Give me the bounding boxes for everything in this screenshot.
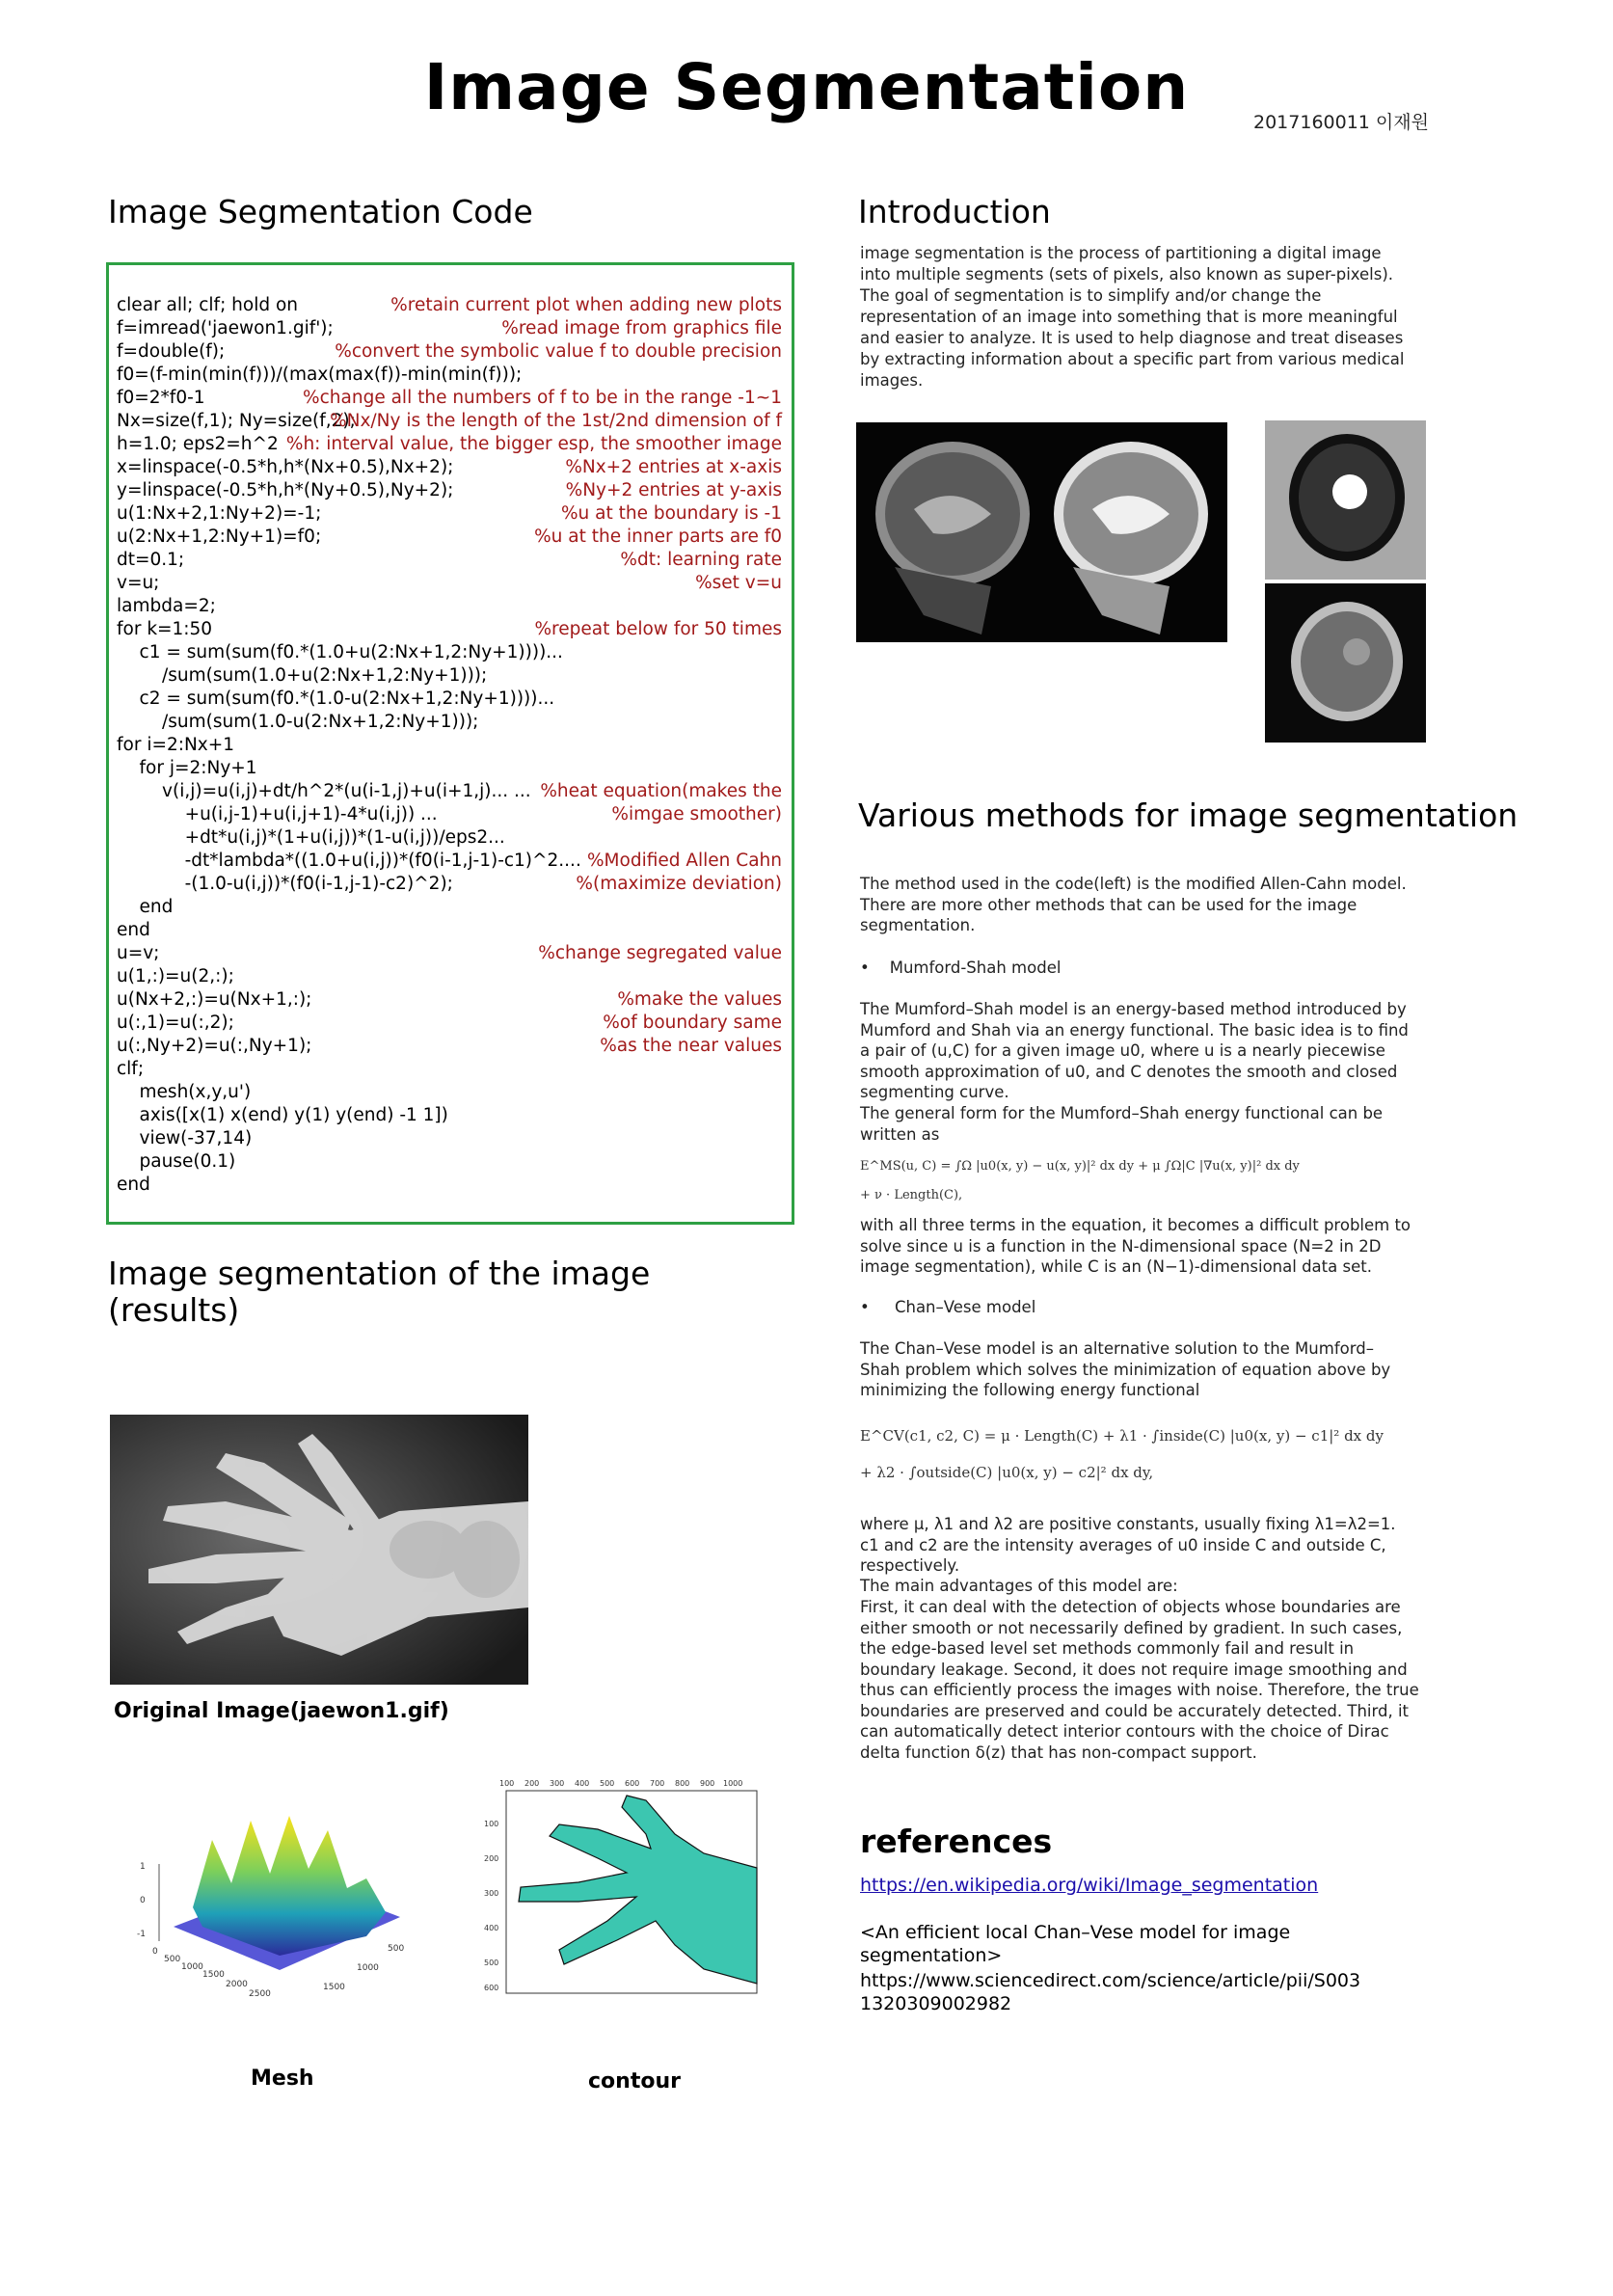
code-comment: %u at the boundary is -1 bbox=[560, 503, 782, 524]
mesh-caption: Mesh bbox=[251, 2066, 314, 2091]
equation-mumford-shah-1: E^MS(u, C) = ∫Ω |u0(x, y) − u(x, y)|² dx dy + μ ∫Ω|C |∇u(x, y)|² dx dy bbox=[860, 1159, 1300, 1174]
page-title: Image Segmentation bbox=[423, 50, 1190, 124]
contour-y-tick: 400 bbox=[484, 1924, 499, 1932]
contour-x-tick: 300 bbox=[550, 1779, 565, 1788]
contour-x-tick: 900 bbox=[700, 1779, 715, 1788]
code-line: axis([x(1) x(end) y(1) y(end) -1 1]) bbox=[117, 1105, 448, 1125]
code-line: u(:,Ny+2)=u(:,Ny+1); bbox=[117, 1036, 312, 1056]
code-line: y=linspace(-0.5*h,h*(Ny+0.5),Ny+2); bbox=[117, 480, 454, 500]
code-line: +dt*u(i,j)*(1+u(i,j))*(1-u(i,j))/eps2... bbox=[117, 827, 505, 848]
code-line: u(:,1)=u(:,2); bbox=[117, 1013, 234, 1033]
mesh-plot bbox=[125, 1782, 415, 2004]
code-line: clear all; clf; hold on bbox=[117, 295, 299, 315]
contour-x-tick: 600 bbox=[625, 1779, 640, 1788]
code-line: -(1.0-u(i,j))*(f0(i-1,j-1)-c2)^2); bbox=[117, 874, 453, 894]
code-line: lambda=2; bbox=[117, 596, 216, 616]
code-line: mesh(x,y,u') bbox=[117, 1082, 252, 1102]
mri-segmented-images bbox=[1265, 420, 1426, 743]
code-comment: %of boundary same bbox=[603, 1013, 782, 1033]
code-line: end bbox=[117, 1175, 150, 1195]
bullet-chan-vese bbox=[860, 1297, 1400, 1318]
contour-x-tick: 500 bbox=[600, 1779, 615, 1788]
code-line: f=imread('jaewon1.gif'); bbox=[117, 318, 334, 338]
code-comment: %change segregated value bbox=[538, 943, 782, 963]
mesh-y-tick: 2500 bbox=[249, 1989, 271, 1999]
code-line: u(Nx+2,:)=u(Nx+1,:); bbox=[117, 989, 312, 1010]
code-line: c2 = sum(sum(f0.*(1.0-u(2:Nx+1,2:Ny+1))))... bbox=[117, 689, 555, 709]
code-line: v(i,j)=u(i,j)+dt/h^2*(u(i-1,j)+u(i+1,j)... ... bbox=[117, 781, 531, 801]
introduction-heading: Introduction bbox=[858, 193, 1051, 230]
code-box bbox=[106, 262, 794, 1225]
code-line: -dt*lambda*((1.0+u(i,j))*(f0(i-1,j-1)-c1)^2.... bbox=[117, 851, 581, 871]
code-line: +u(i,j-1)+u(i,j+1)-4*u(i,j)) ... bbox=[117, 804, 438, 824]
bullet-dot: • bbox=[860, 1298, 895, 1316]
reference-2-title: <An efficient local Chan–Vese model for image segmentation> bbox=[860, 1922, 1291, 1966]
contour-y-tick: 100 bbox=[484, 1820, 499, 1828]
code-line: h=1.0; eps2=h^2 bbox=[117, 434, 279, 454]
mesh-y-tick: 1500 bbox=[202, 1970, 225, 1980]
methods-paragraph-6: where μ, λ1 and λ2 are positive constants, usually fixing λ1=λ2=1. c1 and c2 are the intensity averages of u0 inside C and outside C, respectively. bbox=[860, 1515, 1396, 1575]
original-hand-image bbox=[110, 1415, 528, 1685]
mesh-z-tick: -1 bbox=[137, 1930, 146, 1939]
methods-paragraph-2: The Mumford–Shah model is an energy-based method introduced by Mumford and Shah via an energy functional. The basic idea is to find a pair of (u,C) for a given image u0, where u is a nearly piecewise smooth approximation of u0, and C denotes the smooth and closed segmenting curve. bbox=[860, 1000, 1409, 1101]
reference-link-wikipedia[interactable]: https://en.wikipedia.org/wiki/Image_segmentation bbox=[860, 1875, 1319, 1896]
code-comment: %Modified Allen Cahn bbox=[586, 851, 782, 871]
contour-x-tick: 400 bbox=[575, 1779, 590, 1788]
contour-y-tick: 600 bbox=[484, 1984, 499, 1992]
code-line: dt=0.1; bbox=[117, 550, 185, 570]
methods-paragraph-1: The method used in the code(left) is the modified Allen-Cahn model. There are more other methods that can be used for the image segmentation. bbox=[860, 875, 1407, 934]
code-line: f0=2*f0-1 bbox=[117, 388, 205, 408]
contour-x-tick: 100 bbox=[499, 1779, 515, 1788]
mesh-y-tick: 0 bbox=[152, 1947, 158, 1957]
code-line: Nx=size(f,1); Ny=size(f,2); bbox=[117, 411, 356, 431]
results-heading: Image segmentation of the image (results) bbox=[108, 1255, 651, 1329]
code-heading: Image Segmentation Code bbox=[108, 193, 533, 230]
code-line: clf; bbox=[117, 1059, 145, 1079]
code-line: /sum(sum(1.0+u(2:Nx+1,2:Ny+1))); bbox=[117, 665, 488, 686]
code-comment: %make the values bbox=[617, 989, 782, 1010]
code-comment: %convert the symbolic value f to double precision bbox=[335, 341, 782, 362]
mesh-z-tick: 0 bbox=[140, 1896, 146, 1905]
mri-brain-images bbox=[856, 422, 1227, 642]
bullet-mumford-shah bbox=[860, 958, 1400, 979]
code-line: f=double(f); bbox=[117, 341, 226, 362]
code-comment: %Nx+2 entries at x-axis bbox=[565, 457, 782, 477]
mesh-x-tick: 500 bbox=[388, 1944, 405, 1954]
code-line: u(1,:)=u(2,:); bbox=[117, 966, 234, 986]
bullet-dot: • bbox=[860, 959, 890, 977]
code-comment: %imgae smoother) bbox=[611, 804, 782, 824]
code-line: u(2:Nx+1,2:Ny+1)=f0; bbox=[117, 527, 322, 547]
code-line: for i=2:Nx+1 bbox=[117, 735, 235, 755]
code-comment: %retain current plot when adding new plots bbox=[390, 295, 782, 315]
mesh-y-tick: 1000 bbox=[181, 1962, 203, 1972]
bullet-label: Chan–Vese model bbox=[894, 1298, 1036, 1316]
equation-chan-vese-1: E^CV(c1, c2, C) = μ · Length(C) + λ1 · ∫inside(C) |u0(x, y) − c1|² dx dy bbox=[860, 1427, 1384, 1445]
methods-paragraph-4: with all three terms in the equation, it becomes a difficult problem to solve since u is a function in the N-dimensional space (N=2 in 2D image segmentation), while C is an (N−1)-dimensional data set. bbox=[860, 1216, 1411, 1276]
code-line: view(-37,14) bbox=[117, 1128, 253, 1148]
code-line: u=v; bbox=[117, 943, 160, 963]
introduction-text: image segmentation is the process of partitioning a digital image into multiple segments (sets of pixels, also known as super-pixels). The goal of segmentation is to simplify and/or change the representation of an image into something that is more meaningful and easier to analyze. It is used to help diagnose and treat diseases by extracting information about a specific part from various medical images. bbox=[860, 244, 1405, 390]
contour-y-tick: 500 bbox=[484, 1958, 499, 1967]
code-comment: %set v=u bbox=[695, 573, 782, 593]
code-line: end bbox=[117, 897, 174, 917]
mesh-z-tick: 1 bbox=[140, 1862, 146, 1872]
code-line: end bbox=[117, 920, 150, 940]
methods-heading: Various methods for image segmentation bbox=[858, 797, 1519, 834]
mesh-x-tick: 1000 bbox=[357, 1963, 379, 1973]
contour-plot bbox=[482, 1776, 771, 2008]
author: 2017160011 이재원 bbox=[1253, 112, 1429, 133]
code-line: f0=(f-min(min(f)))/(max(max(f))-min(min(f))); bbox=[117, 365, 523, 385]
contour-x-tick: 1000 bbox=[723, 1779, 743, 1788]
contour-x-tick: 200 bbox=[524, 1779, 540, 1788]
contour-y-tick: 300 bbox=[484, 1889, 499, 1898]
code-line: for j=2:Ny+1 bbox=[117, 758, 257, 778]
code-comment: %Nx/Ny is the length of the 1st/2nd dimension of f bbox=[330, 411, 782, 431]
contour-caption: contour bbox=[588, 2069, 681, 2093]
methods-paragraph-5: The Chan–Vese model is an alternative solution to the Mumford–Shah problem which solves the minimization of equation above by minimizing the following energy functional bbox=[860, 1339, 1391, 1399]
methods-paragraph-8: First, it can deal with the detection of objects whose boundaries are either smooth or not necessarily defined by gradient. In such cases, the edge-based level set methods commonly fail and result in boundary leakage. Second, it does not require image smoothing and thus can efficiently process the images with noise. Therefore, the true boundaries are preserved and could be accurately detected. Third, it can automatically detect interior contours with the choice of Dirac delta function δ(z) that has non-compact support. bbox=[860, 1598, 1419, 1762]
code-line: /sum(sum(1.0-u(2:Nx+1,2:Ny+1))); bbox=[117, 712, 479, 732]
mesh-y-tick: 500 bbox=[164, 1955, 181, 1964]
methods-paragraph-7: The main advantages of this model are: bbox=[860, 1577, 1178, 1595]
mesh-x-tick: 1500 bbox=[323, 1983, 345, 1992]
code-comment: %heat equation(makes the bbox=[540, 781, 782, 801]
code-line: x=linspace(-0.5*h,h*(Nx+0.5),Nx+2); bbox=[117, 457, 454, 477]
original-image-caption: Original Image(jaewon1.gif) bbox=[114, 1699, 449, 1723]
equation-mumford-shah-2: + ν · Length(C), bbox=[860, 1188, 963, 1202]
code-line: for k=1:50 bbox=[117, 619, 213, 639]
code-comment: %(maximize deviation) bbox=[576, 874, 782, 894]
code-line: pause(0.1) bbox=[117, 1151, 236, 1172]
bullet-label: Mumford-Shah model bbox=[889, 959, 1062, 977]
references-heading: references bbox=[860, 1823, 1053, 1860]
code-comment: %change all the numbers of f to be in the range -1~1 bbox=[303, 388, 782, 408]
code-line: u(1:Nx+2,1:Ny+2)=-1; bbox=[117, 503, 322, 524]
code-comment: %as the near values bbox=[600, 1036, 782, 1056]
equation-chan-vese-2: + λ2 · ∫outside(C) |u0(x, y) − c2|² dx dy, bbox=[860, 1464, 1154, 1481]
reference-2-url: https://www.sciencedirect.com/science/article/pii/S0031320309002982 bbox=[860, 1970, 1361, 2014]
code-line: v=u; bbox=[117, 573, 160, 593]
contour-x-tick: 800 bbox=[675, 1779, 690, 1788]
code-comment: %Ny+2 entries at y-axis bbox=[565, 480, 782, 500]
code-line: c1 = sum(sum(f0.*(1.0+u(2:Nx+1,2:Ny+1))))... bbox=[117, 642, 563, 662]
code-comment: %dt: learning rate bbox=[620, 550, 782, 570]
code-comment: %repeat below for 50 times bbox=[534, 619, 782, 639]
contour-x-tick: 700 bbox=[650, 1779, 665, 1788]
mesh-y-tick: 2000 bbox=[226, 1980, 248, 1989]
code-comment: %read image from graphics file bbox=[501, 318, 782, 338]
contour-y-tick: 200 bbox=[484, 1854, 499, 1863]
code-comment: %u at the inner parts are f0 bbox=[534, 527, 782, 547]
code-comment: %h: interval value, the bigger esp, the smoother image bbox=[285, 434, 782, 454]
methods-paragraph-3: The general form for the Mumford–Shah energy functional can be written as bbox=[860, 1104, 1384, 1144]
